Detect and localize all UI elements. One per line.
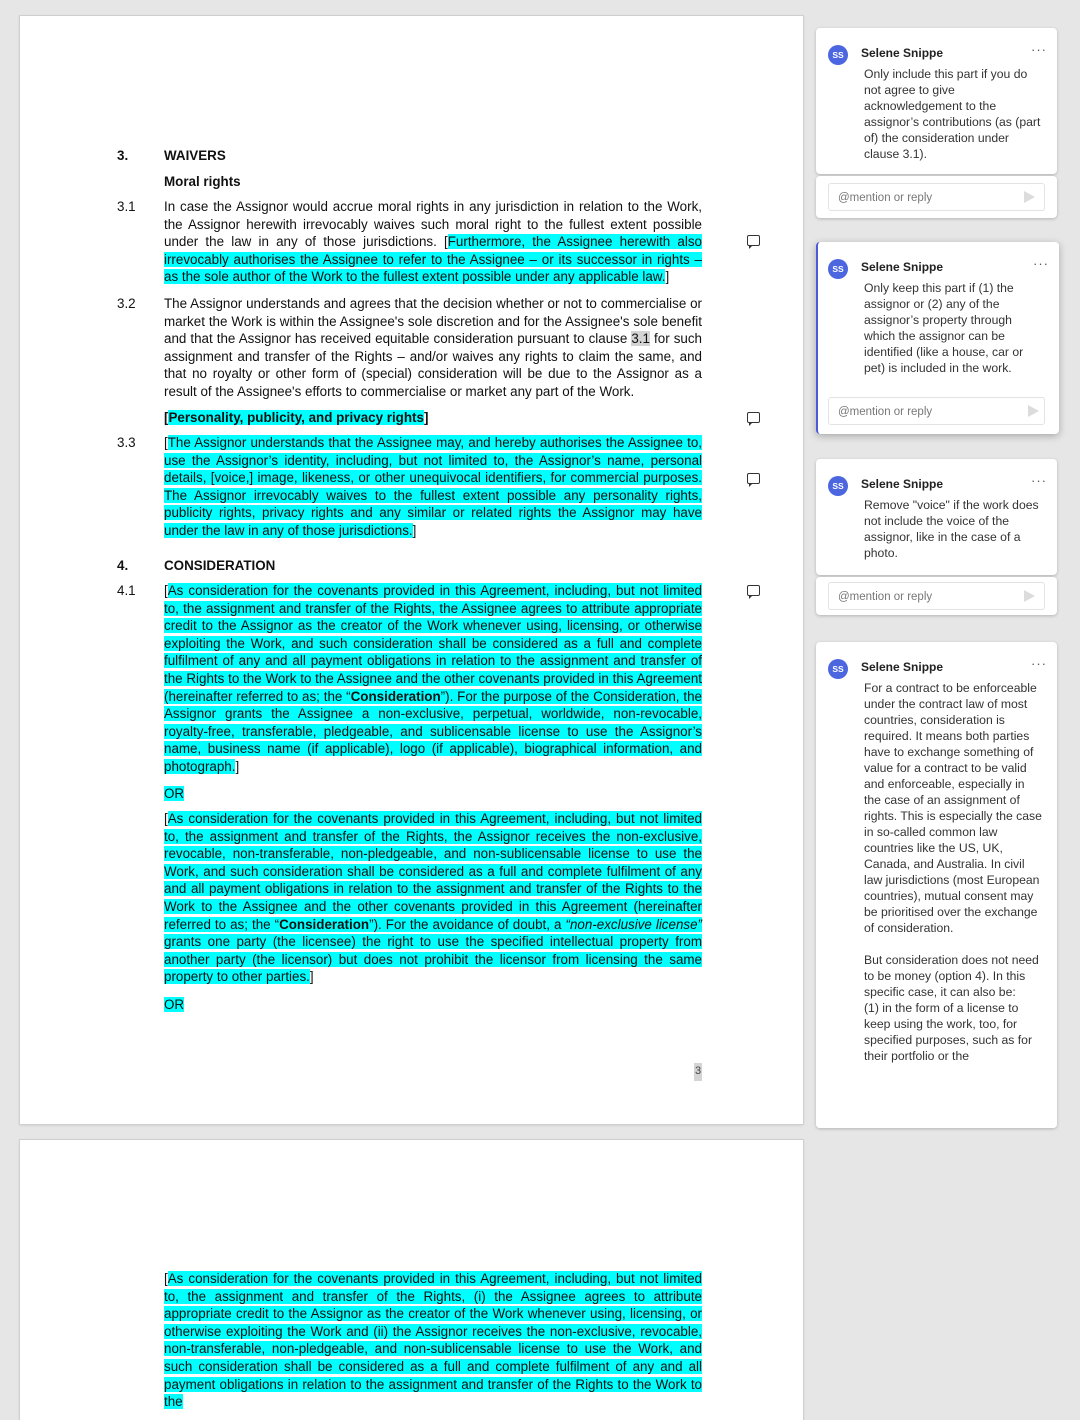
bracket: [ xyxy=(164,410,169,425)
avatar: SS xyxy=(828,659,848,679)
comment-author: Selene Snippe xyxy=(861,46,944,60)
highlighted-text[interactable]: grants one party (the licensee) the right to use the specified intellectual property from another party (the licensor) but does not prohibit the licensor from licensing the same property to other parties. xyxy=(164,934,702,985)
subheading-personality-rights[interactable] xyxy=(164,409,428,427)
clause-number: 3.1 xyxy=(117,199,136,214)
highlighted-text[interactable]: ”). For the avoidance of doubt, a xyxy=(369,916,566,932)
comment-marker-icon[interactable] xyxy=(747,412,760,423)
defined-term[interactable]: Consideration xyxy=(350,688,441,704)
section-heading-waivers[interactable]: WAIVERS xyxy=(164,148,226,163)
section-number: 4. xyxy=(117,558,129,573)
clause-number: 4.1 xyxy=(117,583,136,598)
overflow-fade xyxy=(816,1068,1057,1128)
comment-paragraph: (1) in the form of a license to keep using the work, too, for specified purposes, such as for their portfolio or the xyxy=(864,1001,1033,1063)
or-separator[interactable] xyxy=(164,996,702,1014)
bracket: ] xyxy=(235,758,240,774)
highlighted-text[interactable]: As consideration for the covenants provided in this Agreement, including, but not limited to, the assignment and transfer of the Rights, (i) the Assignee agrees to attribute appropriate credit to the Assignor as the creator of the Work whenever using, licensing, or otherwise exploiting the Work and (ii) the Assignor receives the non-exclusive, revocable, non-transferable, non-pledgeable, and non-sublicensable license to use the Work, and such consideration shall be considered as a full and complete fulfilment of any and all payment obligations in relation to the assignment and transfer of the Rights to the Work to the xyxy=(164,1271,702,1410)
bracket: [ xyxy=(164,811,168,826)
bracket: ] xyxy=(309,969,314,985)
more-options-icon[interactable]: ··· xyxy=(1031,473,1047,488)
highlighted-text[interactable]: As consideration for the covenants provided in this Agreement, including, but not limited to, the assignment and transfer of the Rights, the Assignee agrees to attribute appropriate credit to the Assignor as the creator of the Work whenever using, licensing, or otherwise exploiting the Work, and such consideration shall be considered as a full and complete fulfilment of any and all payment obligations in relation to the assignment and transfer of the Rights to the Work to the Assignee and the other covenants provided in this Agreement (hereinafter referred to as; the “ xyxy=(164,583,702,704)
or-separator[interactable] xyxy=(164,785,702,803)
more-options-icon[interactable]: ··· xyxy=(1033,256,1049,271)
or-label[interactable]: OR xyxy=(164,786,185,801)
send-icon[interactable] xyxy=(1024,590,1035,602)
comment-marker-icon[interactable] xyxy=(747,235,760,246)
reply-input[interactable]: @mention or reply xyxy=(828,183,1045,211)
clause-3-3[interactable] xyxy=(164,434,702,540)
avatar: SS xyxy=(828,45,848,65)
clause-4-1[interactable] xyxy=(164,582,702,776)
cross-reference-field[interactable]: 3.1 xyxy=(631,331,650,347)
comment-text xyxy=(864,680,1044,1064)
clause-alternative[interactable] xyxy=(164,810,702,986)
clause-number: 3.2 xyxy=(117,296,136,311)
clause-number: 3.3 xyxy=(117,435,136,450)
comment-author: Selene Snippe xyxy=(861,477,944,491)
reply-card xyxy=(816,577,1057,615)
bracket: [ xyxy=(164,435,168,450)
bracket: ] xyxy=(665,269,670,285)
clause-3-1[interactable] xyxy=(164,198,702,286)
subheading-moral-rights[interactable]: Moral rights xyxy=(164,174,241,189)
section-heading-consideration[interactable]: CONSIDERATION xyxy=(164,558,276,573)
bracket: [ xyxy=(164,1271,168,1286)
clause-text: In case the Assignor would accrue moral rights in any jurisdiction in relation to the Work, the Assignor herewith irrevocably waives such moral right to the fullest extent possible under the law in any of those jurisdictions. xyxy=(164,199,702,250)
highlighted-text[interactable]: The Assignor understands that the Assignee may, and hereby authorises the Assignee to, use the Assignor’s identity, including, but not limited to, the Assignor’s name, personal details, [voice,] image, likeness, or other unequivocal identifiers, for commercial purposes. The Assignor irrevocably waives to the fullest extent possible any personality rights, publicity rights, privacy rights and any similar or related rights the Assignor may have under the law in any of those jurisdictions. xyxy=(164,435,702,538)
comment-text: Only keep this part if (1) the assignor or (2) any of the assignor’s property through which the assignor can be identified (like a house, car or pet) is included in the work. xyxy=(864,281,1024,375)
reply-input[interactable]: @mention or reply xyxy=(828,397,1045,425)
highlighted-text[interactable]: Furthermore, the Assignee herewith also irrevocably authorises the Assignee to refer to the Assignee – or its successor in rights – as the sole author of the Work to the fullest extent possible under any applicable law. xyxy=(164,234,702,285)
send-icon[interactable] xyxy=(1024,191,1035,203)
or-label[interactable]: OR xyxy=(164,997,185,1012)
clause-3-2[interactable] xyxy=(164,295,702,401)
section-number: 3. xyxy=(117,148,129,163)
comment-text: Only include this part if you do not agree to give acknowledgement to the assignor’s contributions (as (part of) the consideration under clause 3.1). xyxy=(864,67,1041,161)
more-options-icon[interactable]: ··· xyxy=(1031,42,1047,57)
send-icon[interactable] xyxy=(1028,405,1039,417)
document-page-2 xyxy=(20,1140,803,1420)
comment-paragraph: For a contract to be enforceable under the contract law of most countries, consideration is required. It means both parties have to exchange something of value for a contract to be valid and enforceable, especially in the case of an assignment of rights. This is especially the case in so-called common law countries like the US, UK, Canada, and Australia. In civil law jurisdictions (most European countries), mutual consent may be prioritised over the exchange of consideration. xyxy=(864,681,1042,935)
clause-alternative-combined[interactable] xyxy=(164,1270,702,1411)
highlighted-text[interactable]: Personality, publicity, and privacy rights xyxy=(168,410,424,425)
comment-paragraph: But consideration does not need to be money (option 4). In this specific case, it can also be: xyxy=(864,953,1039,999)
comment-author: Selene Snippe xyxy=(861,260,944,274)
comment-author: Selene Snippe xyxy=(861,660,944,674)
bracket: ] xyxy=(412,522,417,538)
reply-input[interactable]: @mention or reply xyxy=(828,582,1045,610)
bracket: ] xyxy=(423,410,429,425)
clause-text: for such assignment and transfer of the Rights – and/or waives any rights to claim the same, and that no royalty or other form of (special) consideration will be due to the Assignor as a result of the Assignee's efforts to commercialise or market any part of the Work. xyxy=(164,331,702,399)
italic-term[interactable]: “non-exclusive license” xyxy=(565,916,702,932)
reply-card xyxy=(816,176,1057,218)
clause-text: The Assignor understands and agrees that the decision whether or not to commercialise or market the Work is within the Assignee's sole discretion and for the Assignee's sole benefit and that the Assignor has received equitable consideration pursuant to clause xyxy=(164,296,702,347)
comment-card[interactable] xyxy=(816,28,1057,174)
highlighted-text[interactable]: As consideration for the covenants provided in this Agreement, including, but not limited to, the assignment and transfer of the Rights, the Assignor receives the non-exclusive, revocable, non-transferable, non-pledgeable, and non-sublicensable license to use the Work, and such consideration shall be considered as a full and complete fulfilment of any and all payment obligations in relation to the assignment and transfer of the Rights to the Work to the Assignee and the other covenants provided in this Agreement (hereinafter referred to as; the “ xyxy=(164,811,702,932)
page-number-field: 3 xyxy=(694,1063,702,1081)
avatar: SS xyxy=(828,476,848,496)
comment-card[interactable] xyxy=(816,459,1057,575)
comment-marker-icon[interactable] xyxy=(747,585,760,596)
comment-card[interactable] xyxy=(816,642,1057,1128)
bracket: [ xyxy=(164,583,168,598)
avatar: SS xyxy=(828,259,848,279)
highlighted-text[interactable]: ”). For the purpose of the Consideration, the Assignor grants the Assignee a non-exclusive, perpetual, worldwide, non-revocable, royalty-free, transferable, pledgeable, and sublicensable license to use the Assignor’s name, business name (if applicable), logo (if applicable), biographical information, and photograph. xyxy=(164,688,702,774)
bracket: [ xyxy=(444,234,448,250)
comment-text: Remove "voice" if the work does not include the voice of the assignor, like in the case of a photo. xyxy=(864,498,1039,560)
defined-term[interactable]: Consideration xyxy=(279,916,370,932)
more-options-icon[interactable]: ··· xyxy=(1031,656,1047,671)
comment-card-active[interactable] xyxy=(816,242,1059,434)
document-page-1 xyxy=(20,16,803,1124)
comment-marker-icon[interactable] xyxy=(747,473,760,484)
